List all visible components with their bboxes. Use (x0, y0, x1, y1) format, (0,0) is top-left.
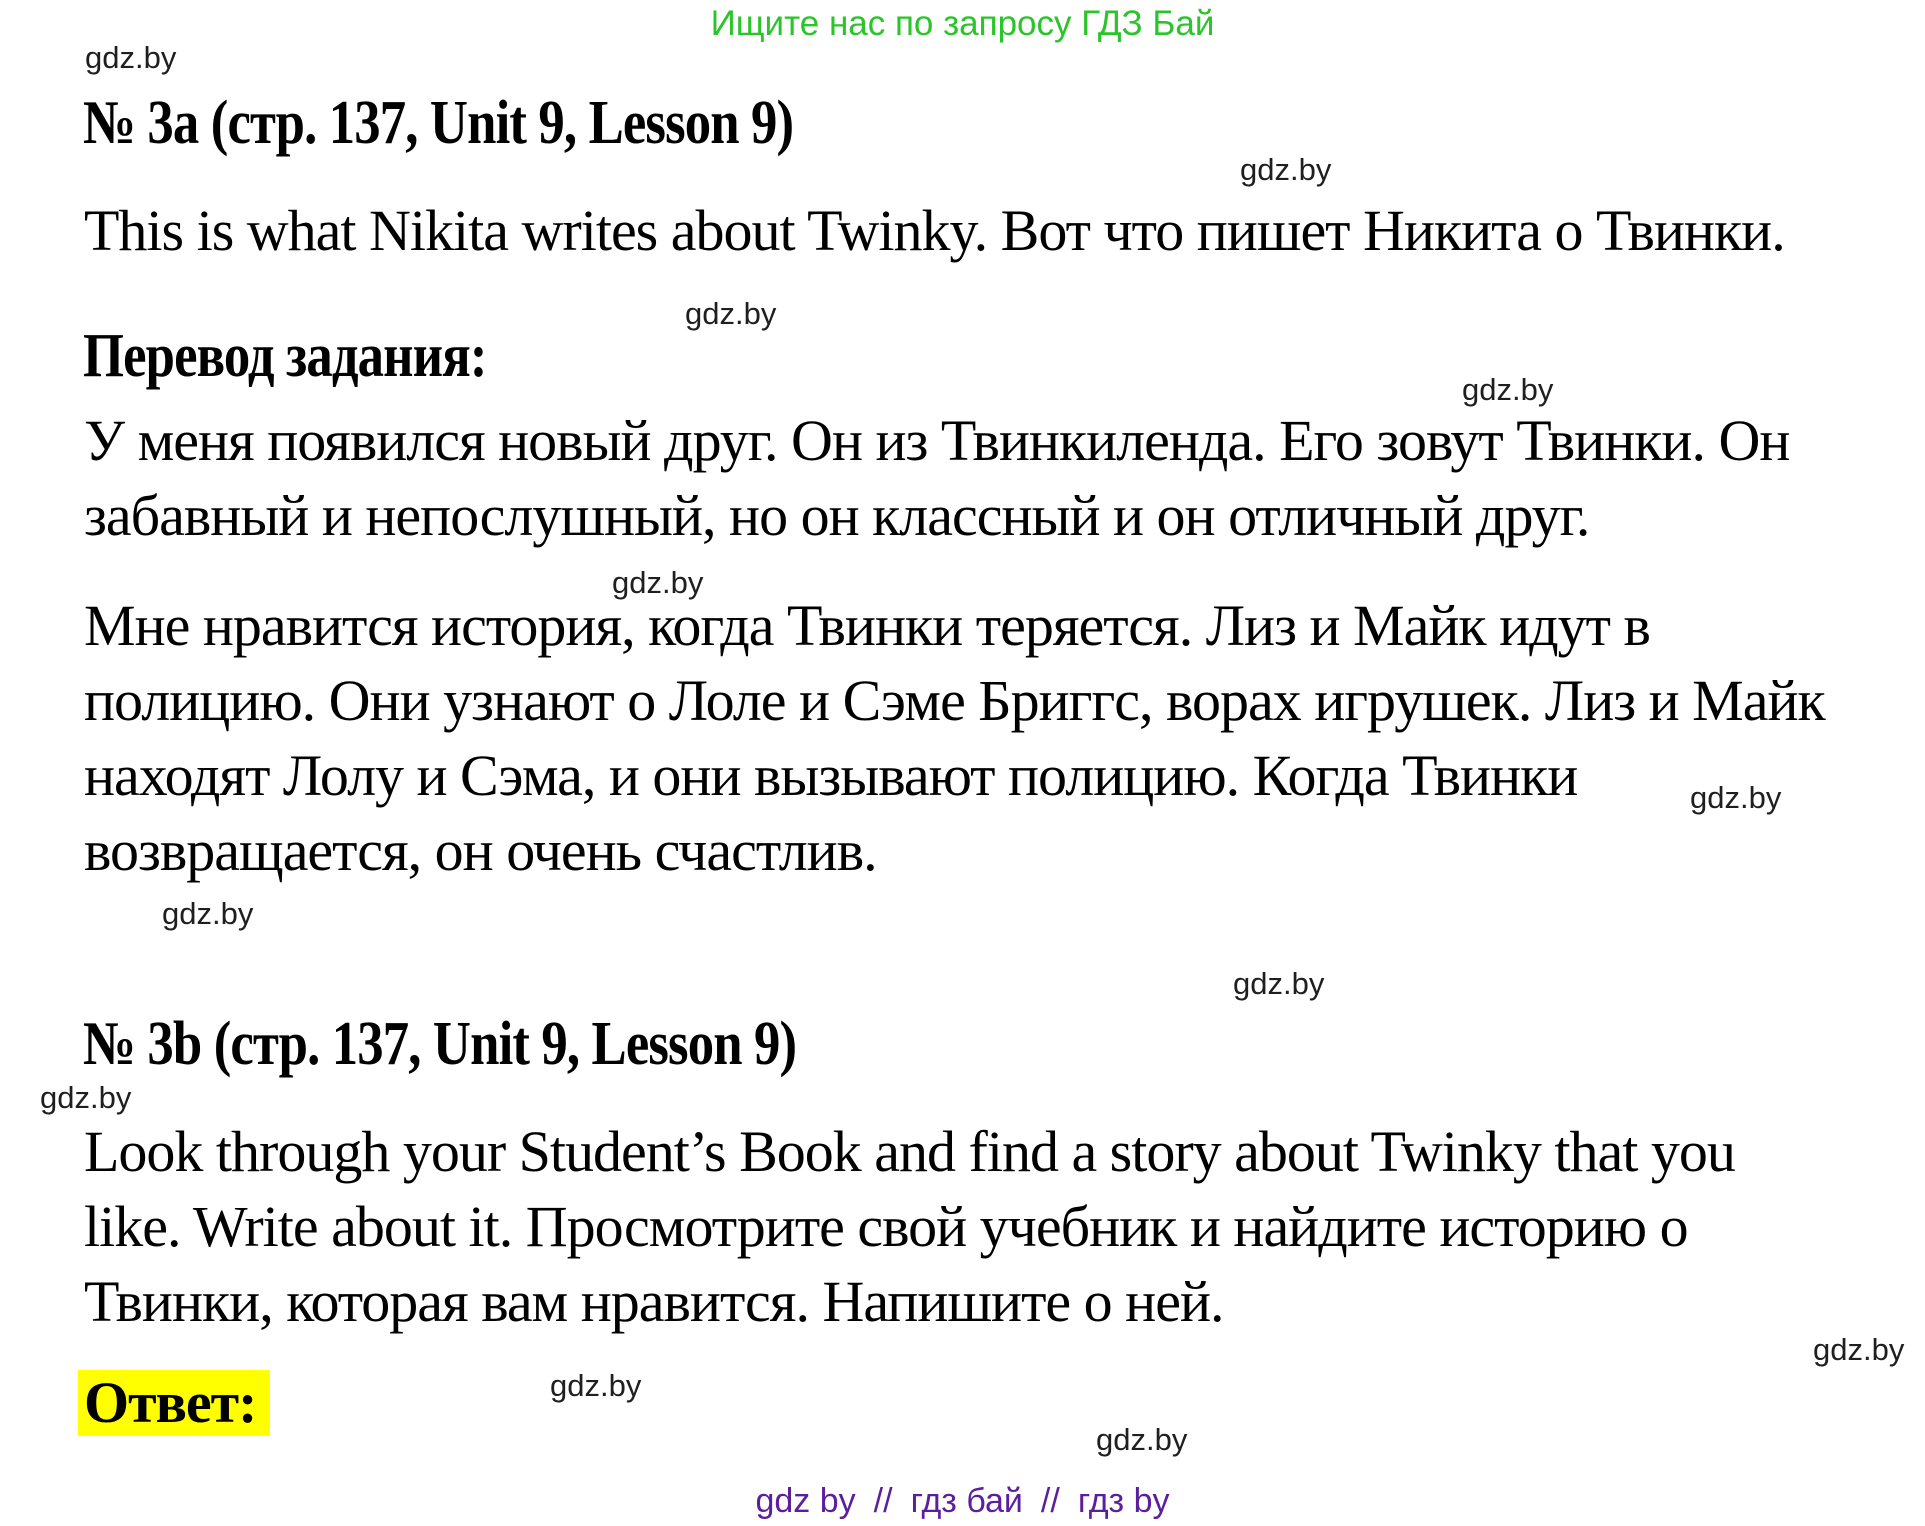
paragraph-line: like. Write about it. Просмотрите свой учебник и найдите историю о (84, 1194, 1688, 1259)
footer-link-gdz-by[interactable]: gdz by (755, 1482, 856, 1520)
watermark: gdz.by (1690, 780, 1782, 815)
watermark: gdz.by (612, 565, 704, 600)
watermark: gdz.by (685, 296, 777, 331)
task-3a-heading: № 3a (стр. 137, Unit 9, Lesson 9) (83, 89, 794, 157)
watermark: gdz.by (40, 1080, 132, 1115)
task-3b-heading: № 3b (стр. 137, Unit 9, Lesson 9) (83, 1010, 797, 1078)
promo-banner: Ищите нас по запросу ГДЗ Бай (710, 4, 1215, 43)
translation-paragraph-1 (84, 403, 1789, 553)
translation-heading: Перевод задания: (83, 322, 487, 390)
watermark: gdz.by (1813, 1332, 1905, 1367)
paragraph-line: У меня появился новый друг. Он из Твинкиленда. Его зовут Твинки. Он (84, 408, 1790, 473)
footer-separator: // (1040, 1482, 1060, 1520)
watermark: gdz.by (1240, 152, 1332, 187)
footer-link-gdz-bai[interactable]: гдз бай (910, 1482, 1023, 1520)
watermark: gdz.by (550, 1368, 642, 1403)
paragraph-line: Твинки, которая вам нравится. Напишите о ней. (84, 1269, 1224, 1334)
paragraph-line: забавный и непослушный, но он классный и он отличный друг. (84, 483, 1590, 548)
paragraph-line: полицию. Они узнают о Лоле и Сэме Бриггс, ворах игрушек. Лиз и Майк (84, 668, 1825, 733)
paragraph-line: возвращается, он очень счастлив. (84, 818, 877, 883)
watermark: gdz.by (1096, 1422, 1188, 1457)
task-3a-intro: This is what Nikita writes about Twinky. Вот что пишет Никита о Твинки. (84, 198, 1785, 263)
paragraph-line: находят Лолу и Сэма, и они вызывают полицию. Когда Твинки (84, 743, 1578, 808)
footer-link-gdz-by-2[interactable]: гдз by (1077, 1482, 1170, 1520)
watermark: gdz.by (162, 896, 254, 931)
watermark: gdz.by (1233, 966, 1325, 1001)
task-3b-body (84, 1114, 1735, 1339)
translation-paragraph-2 (84, 588, 1825, 888)
paragraph-line: Look through your Student’s Book and find a story about Twinky that you (84, 1119, 1735, 1184)
footer-links (0, 1482, 1925, 1521)
footer-separator: // (873, 1482, 893, 1520)
watermark: gdz.by (1462, 372, 1554, 407)
watermark: gdz.by (85, 40, 177, 75)
answer-row (78, 1370, 270, 1436)
paragraph-line: Мне нравится история, когда Твинки теряется. Лиз и Майк идут в (84, 593, 1650, 658)
answer-label: Ответ: (78, 1370, 270, 1436)
